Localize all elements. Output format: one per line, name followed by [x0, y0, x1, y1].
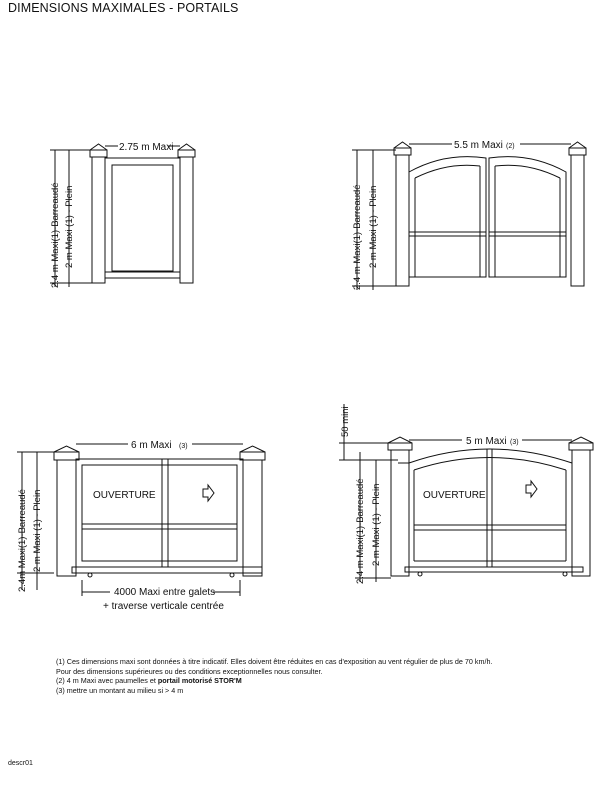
gate-panel — [398, 449, 583, 576]
arch-label: 50 mini — [340, 406, 351, 437]
footnotes — [56, 657, 596, 695]
diagram-sliding-arched-gate — [339, 404, 593, 584]
post-right — [178, 144, 195, 283]
height-label-plein: 2 m Maxi (1) - Plein — [371, 483, 382, 566]
arrow-right-icon — [526, 481, 537, 497]
width-note: (3) — [179, 443, 188, 450]
height-label-barreaude: 2.4m Maxi(1)-Barreaudé — [17, 489, 28, 592]
post-left — [90, 144, 107, 283]
width-label: 2.75 m Maxi — [119, 142, 174, 153]
note-3: (3) mettre un montant au milieu si > 4 m — [56, 685, 184, 695]
diagram-single-gate — [50, 142, 195, 288]
bottom-label-line1: 4000 Maxi entre galets — [114, 587, 216, 598]
opening-label: OUVERTURE — [423, 490, 486, 501]
post-left — [388, 437, 412, 576]
width-label: 5.5 m Maxi — [454, 140, 503, 151]
gate-leaf-right — [489, 157, 566, 277]
post-left — [54, 446, 79, 576]
note-2 — [56, 676, 596, 686]
height-label-plein: 2 m Maxi (1) - Plein — [368, 185, 379, 268]
bottom-label-line2: + traverse verticale centrée — [103, 601, 224, 612]
note-2-text: (2) 4 m Maxi avec paumelles et — [56, 676, 158, 686]
width-label: 5 m Maxi — [466, 436, 507, 447]
width-note: (2) — [506, 143, 515, 150]
opening-label: OUVERTURE — [93, 490, 156, 501]
height-label-plein: 2 m Maxi (1) - Plein — [32, 489, 43, 572]
width-label: 6 m Maxi — [131, 440, 172, 451]
diagram-double-arched-gate — [352, 140, 586, 290]
gate-panel — [72, 459, 262, 577]
height-label-plein: 2 m Maxi (1) - Plein — [64, 185, 75, 268]
gate-leaf — [105, 158, 180, 278]
height-label-barreaude: 2.4 m Maxi(1)-Barreaudé — [352, 184, 363, 290]
post-right — [569, 437, 593, 576]
post-right — [569, 142, 586, 286]
note-2-bold: portail motorisé STOR'M — [157, 676, 242, 686]
post-left — [394, 142, 411, 286]
document-reference: descr01 — [8, 760, 33, 767]
note-1b: Pour des dimensions supérieures ou des conditions exceptionnelles nous consulter. — [56, 666, 323, 676]
height-label-barreaude: 2.4 m Maxi(1)-Barreaudé — [355, 478, 366, 584]
note-1: (1) Ces dimensions maxi sont données à titre indicatif. Elles doivent être réduites en cas d'exposition au vent régulier de plus de 70 km/h. — [56, 657, 493, 666]
post-right — [240, 446, 265, 576]
width-note: (3) — [510, 439, 519, 446]
page-title: DIMENSIONS MAXIMALES - PORTAILS — [8, 1, 239, 15]
arrow-right-icon — [203, 485, 214, 501]
height-label-barreaude: 2.4 m Maxi(1)-Barreaudé — [50, 182, 61, 288]
diagram-sliding-gate — [17, 440, 265, 612]
gate-leaf-left — [409, 157, 486, 277]
